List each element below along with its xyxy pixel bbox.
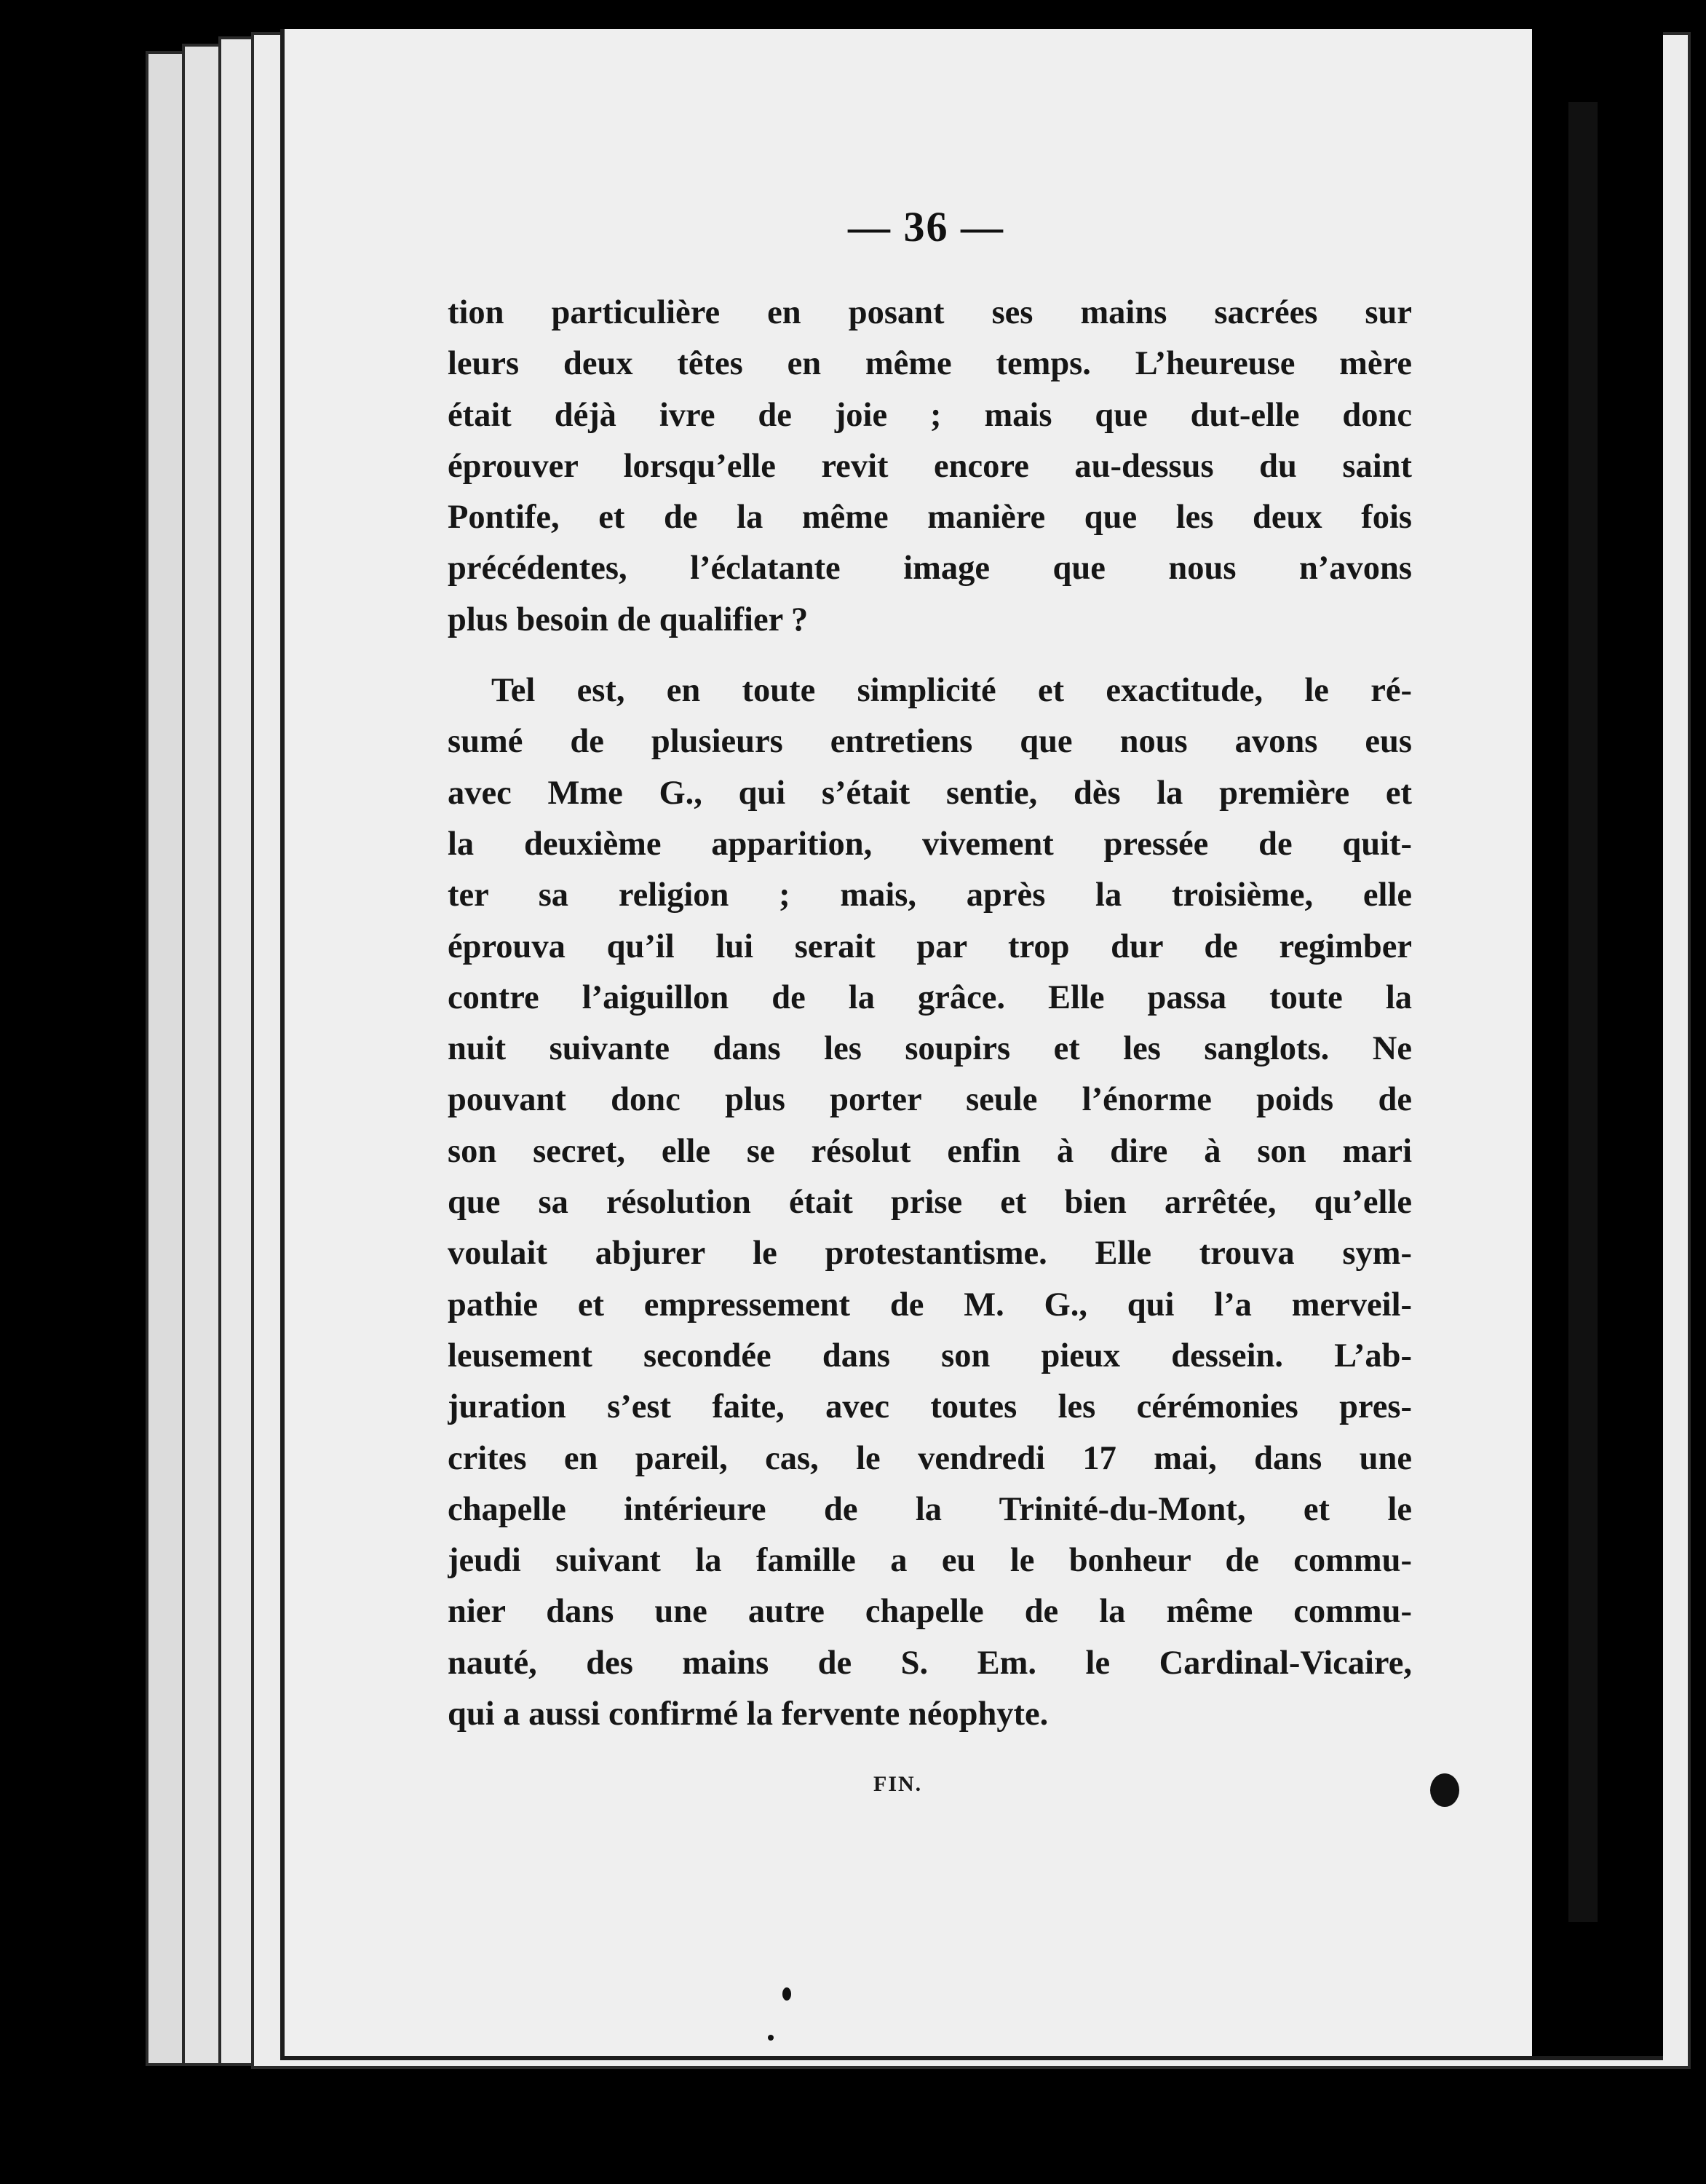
ink-spot xyxy=(782,1987,791,2001)
paragraph-1 xyxy=(448,288,1412,646)
text-line: précédentes, l’éclatante image que nous n’avons xyxy=(448,550,1412,587)
text-line: la deuxième apparition, vivement pressée de quit- xyxy=(448,825,1412,863)
text-line: leurs deux têtes en même temps. L’heureuse mère xyxy=(448,345,1412,383)
ink-spot xyxy=(1430,1773,1459,1807)
text-line: nuit suivante dans les soupirs et les sanglots. Ne xyxy=(448,1030,1412,1068)
text-line: ter sa religion ; mais, après la troisième, elle xyxy=(448,877,1412,914)
text-line: contre l’aiguillon de la grâce. Elle passa toute la xyxy=(448,978,1412,1016)
end-mark: FIN. xyxy=(873,1772,923,1796)
ink-spot xyxy=(768,2035,774,2041)
text-line: pouvant donc plus porter seule l’énorme poids de xyxy=(448,1081,1412,1119)
text-line: son secret, elle se résolut enfin à dire à son mari xyxy=(448,1132,1412,1170)
text-line: voulait abjurer le protestantisme. Elle trouva sym- xyxy=(448,1235,1412,1273)
text-line: jeudi suivant la famille a eu le bonheur de commu- xyxy=(448,1542,1412,1580)
text-line: était déjà ivre de joie ; mais que dut-elle donc xyxy=(448,396,1412,434)
text-line: plus besoin de qualifier ? xyxy=(448,601,809,638)
text-line: qui a aussi confirmé la fervente néophyte. xyxy=(448,1696,1049,1733)
text-line: avec Mme G., qui s’était sentie, dès la première et xyxy=(448,774,1412,812)
text-line: crites en pareil, cas, le vendredi 17 mai, dans une xyxy=(448,1439,1412,1477)
text-line: pathie et empressement de M. G., qui l’a merveil- xyxy=(448,1286,1412,1324)
text-line: chapelle intérieure de la Trinité-du-Mont, et le xyxy=(448,1490,1412,1528)
text-line: éprouver lorsqu’elle revit encore au-dessus du saint xyxy=(448,447,1412,485)
text-line: nier dans une autre chapelle de la même commu- xyxy=(448,1593,1412,1631)
text-line: sumé de plusieurs entretiens que nous avons eus xyxy=(448,723,1412,761)
torn-edge xyxy=(1532,29,1663,2056)
text-line: leusement secondée dans son pieux dessein. L’ab- xyxy=(448,1337,1412,1374)
text-line: juration s’est faite, avec toutes les cérémonies pres- xyxy=(448,1388,1412,1426)
text-line: que sa résolution était prise et bien arrêtée, qu’elle xyxy=(448,1184,1412,1222)
page-number: — 36 — xyxy=(848,203,1004,250)
body-text xyxy=(448,288,1412,1740)
text-line: Tel est, en toute simplicité et exactitude, le ré- xyxy=(491,672,1412,710)
text-line: nauté, des mains de S. Em. le Cardinal-Vicaire, xyxy=(448,1644,1412,1682)
text-line: tion particulière en posant ses mains sacrées sur xyxy=(448,294,1412,331)
text-line: éprouva qu’il lui serait par trop dur de regimber xyxy=(448,927,1412,965)
text-line: Pontife, et de la même manière que les deux fois xyxy=(448,499,1412,537)
paragraph-2 xyxy=(448,665,1412,1740)
